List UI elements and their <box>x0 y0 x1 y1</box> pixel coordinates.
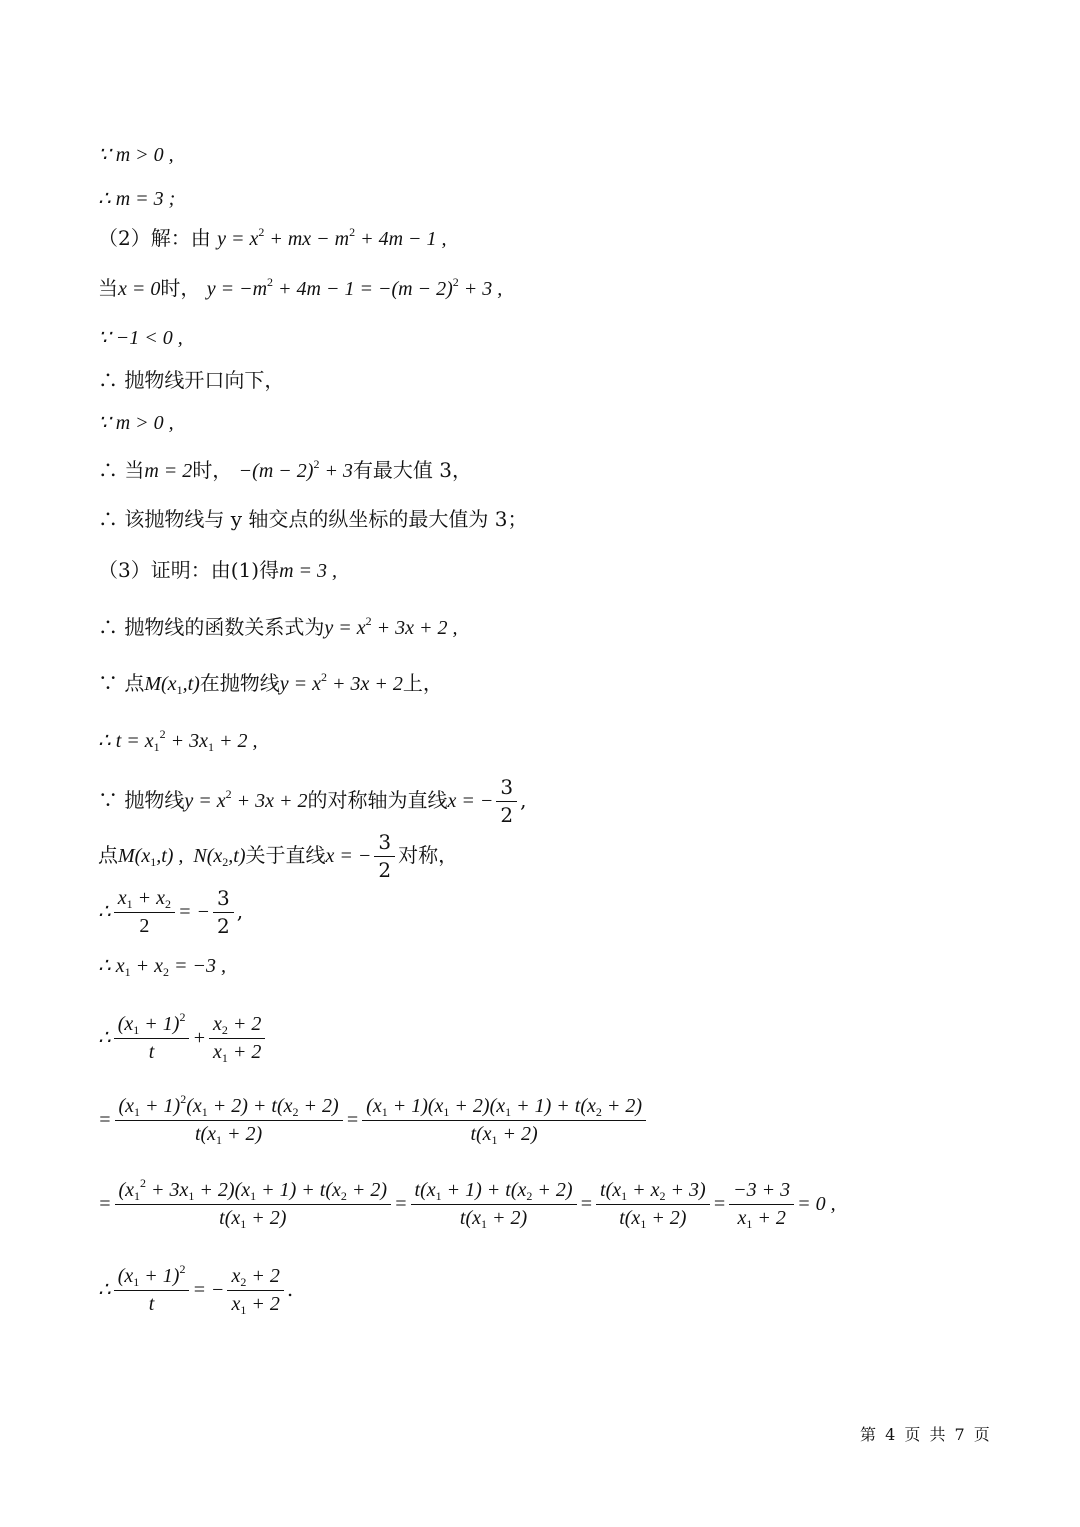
line-max-intercept: ∴ 该抛物线与 y 轴交点的纵坐标的最大值为 3； <box>98 507 528 531</box>
line-m-equals-3: ∴ m = 3 ; <box>98 188 176 210</box>
line-negative-coefficient: ∵ −1 < 0 , <box>98 327 183 349</box>
line-step-1: = $\frac{(x_1 + 1)^2(x_1 + 2) + t(x_2 + 2)}{t(x_1 + 2)}$ = $\frac{(x_1 + 1)(x_1 + 2)(x_1 + 1) + t(x_2 + 2)}{t(x_1 + 2)}$ <box>98 1096 649 1145</box>
line-midpoint: ∴ $\frac{x_1 + x_2}{2}$ = − $\frac{3}{2}$ , <box>98 886 244 938</box>
line-sum: ∴ $x_1 + x_2 = -3$ , <box>98 955 226 979</box>
line-opens-down: ∴ 抛物线开口向下， <box>98 368 285 392</box>
line-max-value: ∴ 当m = 2时， $-(m - 2)^2 + 3$有最大值 3， <box>98 457 473 482</box>
line-step-2: = $\frac{(x_1^2 + 3x_1 + 2)(x_1 + 1) + t(x_2 + 2)}{t(x_1 + 2)}$ = $\frac{t(x_1 + 1) + t(x_2 + 2)}{t(x_1 + 2)}$ = $\frac{t(x_1 + x_2 + 3)}{t(x_1 + 2)}$ = $\frac{-3 + 3}{x_1 + 2}$ = 0 , <box>98 1176 836 1231</box>
parabola-equation: $y = x^2$ + mx − $m^2 + 4m - 1$ , <box>217 225 447 250</box>
line-part2-intro: （2）解：由 $y = x^2$ + mx − $m^2 + 4m - 1$ , <box>98 225 447 250</box>
line-t-value: ∴ $t = x_1^2 + 3x_1 + 2$ , <box>98 727 258 754</box>
line-m-positive-2: ∵ m > 0 , <box>98 412 174 434</box>
line-conclusion: ∴ $\frac{(x_1 + 1)^2}{t}$ = − $\frac{x_2 + 2}{x_1 + 2}$ . <box>98 1262 294 1317</box>
line-axis-of-symmetry: ∵ 抛物线$y = x^2 + 3x + 2$的对称轴为直线x = − $\frac{3}{2}$ , <box>98 775 527 827</box>
line-y-intercept: 当x = 0时， $y = -m^2 + 4m - 1 = -(m - 2)^2 + 3$ , <box>98 275 503 300</box>
line-m-positive: ∵ m > 0 , <box>98 144 174 166</box>
line-symmetric-points: 点$M(x_1,t)$ , $N(x_2,t)$关于直线x = − $\frac{3}{2}$ 对称， <box>98 830 459 882</box>
y-intercept-expression: $y = -m^2 + 4m - 1 = -(m - 2)^2 + 3$ , <box>206 275 503 300</box>
line-point-m: ∵ 点$M(x_1,t)$在抛物线$y = x^2 + 3x + 2$上， <box>98 670 443 697</box>
page-footer: 第 4 页 共 7 页 <box>860 1425 992 1444</box>
line-part3-intro: （3）证明：由(1)得m = 3 , <box>98 558 338 582</box>
line-expression: ∴ $\frac{(x_1 + 1)^2}{t}$ + $\frac{x_2 + 2}{x_1 + 2}$ <box>98 1014 268 1063</box>
line-function: ∴ 抛物线的函数关系式为$y = x^2 + 3x + 2$ , <box>98 614 458 639</box>
